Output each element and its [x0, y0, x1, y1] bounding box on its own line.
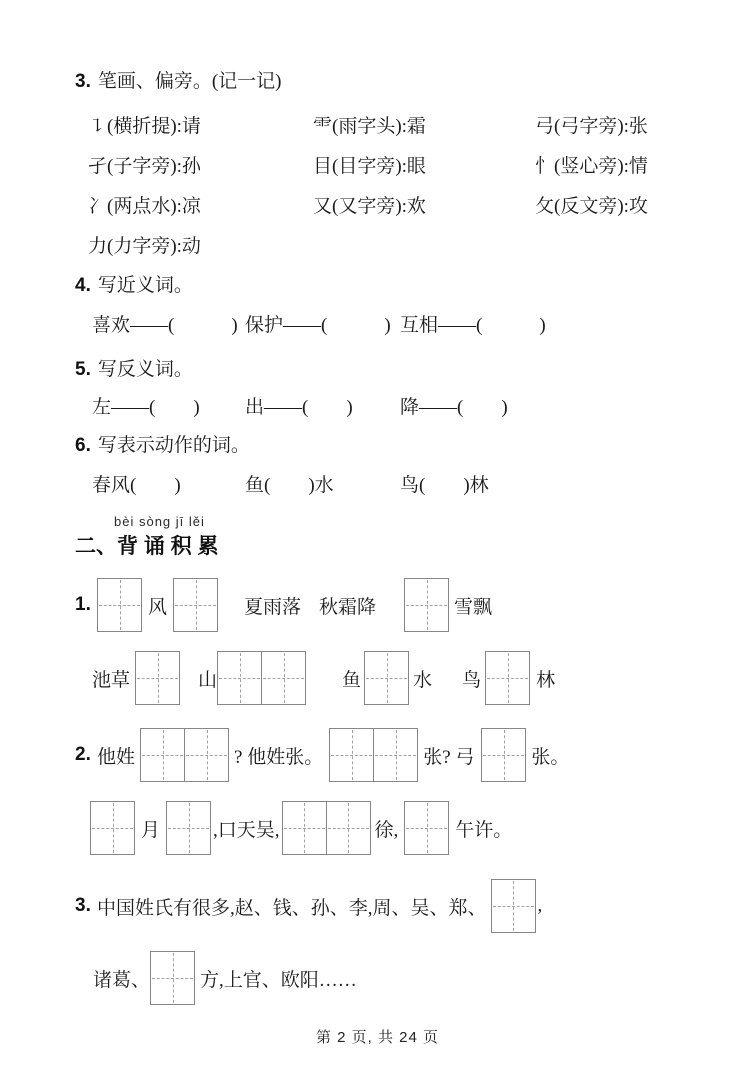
writing-grid: [97, 578, 142, 632]
radical-item: 弓(弓字旁):张: [535, 116, 648, 137]
q1-line-1: [75, 577, 492, 633]
writing-grid: [404, 801, 449, 855]
radical-item: ㇊(横折提):请: [88, 116, 201, 137]
writing-grid: [364, 651, 409, 705]
q3-line-1: [75, 878, 542, 934]
section-4-number: 4.: [75, 275, 91, 296]
text-segment: 鱼: [342, 669, 362, 691]
radical-item: 孑(子字旁):孙: [88, 156, 201, 177]
part-2-pinyin: bèi sòng jī lěi: [114, 514, 205, 529]
text-segment: 鸟: [462, 669, 482, 691]
q1-line-2: [92, 650, 555, 706]
antonym-blank: 降——( ): [400, 397, 508, 418]
text-segment: 雪飘: [454, 596, 493, 618]
writing-grid: [135, 651, 180, 705]
page-footer: 第 2 页, 共 24 页: [315, 1029, 440, 1046]
q2-line-1: [75, 727, 569, 783]
question-number: 3.: [75, 895, 91, 916]
section-3-number: 3.: [75, 71, 91, 92]
writing-grid: [404, 578, 449, 632]
writing-grid: [329, 728, 418, 782]
radical-item: 攵(反文旁):攻: [535, 196, 648, 217]
text-segment: ? 他姓张。: [234, 746, 324, 768]
writing-grid: [173, 578, 218, 632]
radical-item: 忄(竖心旁):情: [535, 156, 648, 177]
text-segment: ,口天吴,: [213, 819, 280, 841]
synonym-blank: 喜欢——( ): [92, 315, 238, 336]
text-segment: 风: [148, 596, 168, 618]
action-word-blank: 鸟( )林: [400, 475, 489, 496]
text-segment: 林: [536, 669, 556, 691]
radical-item: 力(力字旁):动: [88, 236, 201, 257]
text-segment: 张? 弓: [423, 746, 475, 768]
question-number: 1.: [75, 594, 91, 615]
radical-item: 又(又字旁):欢: [313, 196, 426, 217]
text-segment: 水: [413, 669, 433, 691]
synonym-blank: 保护——( ): [245, 315, 391, 336]
text-segment: 他姓: [97, 746, 136, 768]
synonym-blanks-row: [92, 312, 546, 339]
text-segment: 秋霜降: [319, 596, 377, 618]
text-segment: 山: [198, 669, 218, 691]
writing-grid: [140, 728, 229, 782]
action-word-blanks-row: [92, 472, 489, 499]
antonym-blank: 出——( ): [245, 397, 353, 418]
text-segment: 夏雨落: [244, 596, 302, 618]
section-5-title: 写反义词。: [97, 359, 193, 380]
text-segment: 张。: [531, 746, 570, 768]
writing-grid: [166, 801, 211, 855]
writing-grid: [282, 801, 371, 855]
section-6-title: 写表示动作的词。: [97, 435, 250, 456]
radical-item: 冫(两点水):凉: [88, 196, 201, 217]
writing-grid: [90, 801, 135, 855]
radical-item: ⻗(雨字头):霜: [313, 116, 426, 137]
text-segment: 月: [141, 819, 161, 841]
antonym-blank: 左——( ): [92, 397, 200, 418]
section-4-heading: [75, 272, 193, 299]
q2-line-2: [90, 800, 512, 856]
section-4-title: 写近义词。: [97, 275, 193, 296]
action-word-blank: 春风( ): [92, 475, 181, 496]
writing-grid: [481, 728, 526, 782]
section-3-title: 笔画、偏旁。(记一记): [97, 71, 282, 92]
text-segment: 徐,: [374, 819, 399, 841]
section-5-heading: [75, 356, 193, 383]
text-segment: 午许。: [455, 819, 513, 841]
section-3-heading: [75, 68, 282, 95]
radical-item: 目(目字旁):眼: [313, 156, 426, 177]
radical-list: [88, 113, 648, 260]
writing-grid: [491, 879, 536, 933]
text-segment: 方,上官、欧阳……: [200, 969, 357, 991]
text-segment: 中国姓氏有很多,赵、钱、孙、李,周、吴、郑、: [97, 897, 487, 919]
part-2-title: 二、背 诵 积 累: [75, 535, 219, 558]
text-segment: 池草: [92, 669, 131, 691]
writing-grid: [485, 651, 530, 705]
writing-grid: [150, 951, 195, 1005]
section-6-heading: [75, 432, 250, 459]
section-5-number: 5.: [75, 359, 91, 380]
writing-grid: [217, 651, 306, 705]
action-word-blank: 鱼( )水: [245, 475, 334, 496]
section-6-number: 6.: [75, 435, 91, 456]
antonym-blanks-row: [92, 394, 508, 421]
text-segment: 诸葛、: [93, 969, 151, 991]
text-segment: ,: [537, 895, 543, 916]
synonym-blank: 互相——( ): [400, 315, 546, 336]
question-number: 2.: [75, 744, 91, 765]
q3-line-2: [93, 950, 357, 1006]
